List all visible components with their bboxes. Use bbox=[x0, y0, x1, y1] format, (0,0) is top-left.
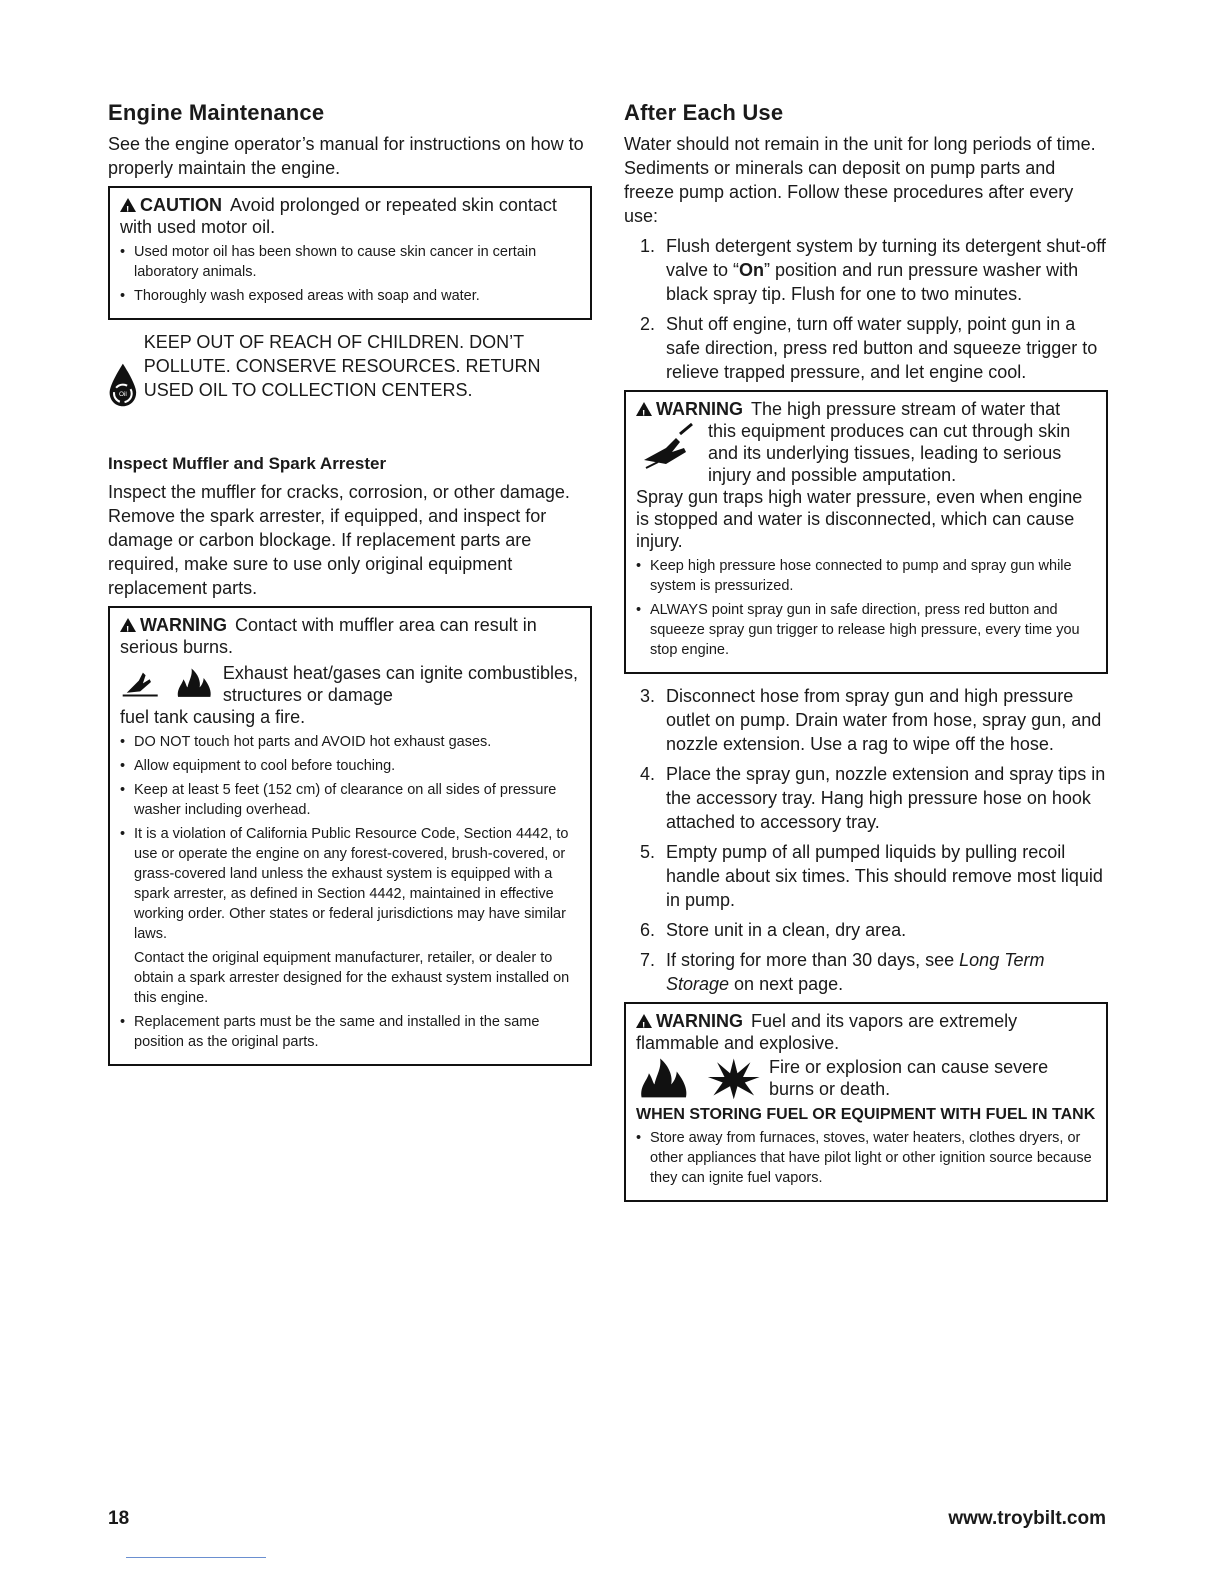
pressure-warning-lead: The high pressure stream of water that bbox=[751, 399, 1061, 419]
step-text: Place the spray gun, nozzle extension and spray tips in the accessory tray. Hang high pressure hose on hook attached to accessory tray. bbox=[666, 764, 1106, 832]
step-text: on next page. bbox=[729, 974, 844, 994]
step-text: Empty pump of all pumped liquids by pulling recoil handle about six times. This should remove most liquid in pump. bbox=[666, 842, 1103, 910]
pressure-warning-box bbox=[624, 390, 1108, 674]
step-item bbox=[624, 918, 1108, 942]
caution-bullet: • Thoroughly wash exposed areas with soap and water. bbox=[120, 286, 580, 306]
step-text: Shut off engine, turn off water supply, point gun in a safe direction, press red button and squeeze trigger to relieve trapped pressure, and let engine cool. bbox=[666, 314, 1098, 382]
fuel-warning-bullets bbox=[636, 1128, 1096, 1188]
after-each-use-intro: Water should not remain in the unit for long periods of time. Sediments or minerals can deposit on pump parts and freeze pump action. Follow these procedures after every use: bbox=[624, 134, 1096, 226]
pressure-warning-lead2: this equipment produces can cut through skin and its underlying tissues, leading to serious injury and possible amputation. bbox=[708, 421, 1071, 485]
step-item bbox=[624, 840, 1108, 912]
step-text: If storing for more than 30 days, see bbox=[666, 950, 960, 970]
muffler-heading: Inspect Muffler and Spark Arrester bbox=[108, 454, 387, 473]
step-number: 2. bbox=[640, 314, 656, 334]
oil-icon-label: Oil bbox=[118, 390, 127, 398]
oil-recycle-notice bbox=[108, 330, 592, 440]
fire-icon bbox=[174, 658, 214, 706]
step-number: 6. bbox=[640, 920, 656, 940]
spark-arrester-contact-text: Contact the original equipment manufacturer, retailer, or dealer to obtain a spark arrester designed for the exhaust system installed on this engine. bbox=[134, 950, 570, 1006]
step-text: Disconnect hose from spray gun and high pressure outlet on pump. Drain water from hose, spray gun, and nozzle extension. Use a rag to wipe off the hose. bbox=[666, 686, 1102, 754]
muffler-warning-icons bbox=[120, 658, 580, 706]
explosion-icon bbox=[706, 1054, 762, 1100]
fuel-warning-lead2: Fire or explosion can cause severe burns or death. bbox=[769, 1057, 1049, 1099]
step-number: 7. bbox=[640, 950, 656, 970]
after-each-use-heading: After Each Use bbox=[624, 100, 784, 125]
step-text: Flush detergent system by turning its detergent shut-off valve to “ bbox=[666, 236, 1106, 280]
muffler-text: Inspect the muffler for cracks, corrosion, or other damage. Remove the spark arrester, if equipped, and inspect for damage or carbon blockage. If replacement parts are required, make sure to use only original equipment replacement parts. bbox=[108, 482, 570, 598]
warning-triangle-icon bbox=[636, 1014, 652, 1028]
step-text: ” position and run pressure washer with black spray tip. Flush for one to two minutes. bbox=[666, 260, 1079, 304]
muffler-warning-lead-line bbox=[120, 614, 580, 658]
muffler-warning-lead2: Exhaust heat/gases can ignite combustibles, structures or damage bbox=[222, 663, 579, 705]
warning-signal-word: WARNING bbox=[656, 399, 743, 419]
step-item bbox=[624, 312, 1108, 384]
pressure-warning-body: Spray gun traps high water pressure, even when engine is stopped and water is disconnected, which can cause injury. bbox=[636, 487, 1083, 551]
muffler-warning-lead: Contact with muffler area can result in serious burns. bbox=[120, 615, 537, 657]
step-item bbox=[624, 684, 1108, 756]
left-column bbox=[108, 100, 592, 1076]
muffler-warning-last-bullet-list bbox=[120, 1012, 580, 1052]
step-number: 4. bbox=[640, 764, 656, 784]
pressure-warning-lead-line bbox=[636, 398, 1096, 420]
step-item bbox=[624, 234, 1108, 306]
warning-triangle-icon bbox=[636, 402, 652, 416]
oil-notice-text: KEEP OUT OF REACH OF CHILDREN. DON’T POLLUTE. CONSERVE RESOURCES. RETURN USED OIL TO COLLECTION CENTERS. bbox=[143, 332, 541, 400]
pressure-warning-bullet: • ALWAYS point spray gun in safe direction, press red button and squeeze spray gun trigger to release high pressure, every time you stop engine. bbox=[636, 600, 1096, 660]
step-number: 3. bbox=[640, 686, 656, 706]
fuel-warning-box bbox=[624, 1002, 1108, 1202]
oil-recycle-icon bbox=[108, 330, 138, 440]
steps-list-b bbox=[624, 684, 1108, 996]
fire-icon bbox=[636, 1054, 692, 1100]
fuel-warning-lead-line bbox=[636, 1010, 1096, 1054]
warning-signal-word: WARNING bbox=[656, 1011, 743, 1031]
muffler-warning-bullets bbox=[120, 732, 580, 944]
fuel-warning-lead: Fuel and its vapors are extremely flammable and explosive. bbox=[636, 1011, 1018, 1053]
step-item bbox=[624, 762, 1108, 834]
fuel-warning-icon-row bbox=[636, 1054, 1096, 1100]
muffler-warning-bullet: • Replacement parts must be the same and installed in the same position as the original parts. bbox=[120, 1012, 580, 1052]
page-number: 18 bbox=[108, 1508, 130, 1529]
muffler-warning-bullet: • Allow equipment to cool before touching. bbox=[120, 756, 580, 776]
muffler-warning-bullet: • It is a violation of California Public Resource Code, Section 4442, to use or operate the engine on any forest-covered, brush-covered, or grass-covered land unless the exhaust system is equipped with a spark arrester, as defined in Section 4442, maintained in effective working order. Other states or federal jurisdictions may have similar laws. bbox=[120, 824, 580, 944]
right-column bbox=[624, 100, 1108, 1212]
muffler-warning-bullet: • DO NOT touch hot parts and AVOID hot exhaust gases. bbox=[120, 732, 580, 752]
fuel-warning-bullet: • Store away from furnaces, stoves, water heaters, clothes dryers, or other appliances that have pilot light or other ignition source because they can ignite fuel vapors. bbox=[636, 1128, 1096, 1188]
caution-signal-word: CAUTION bbox=[140, 195, 222, 215]
steps-list-a bbox=[624, 234, 1108, 384]
warning-triangle-icon bbox=[120, 618, 136, 632]
hot-surface-icon bbox=[120, 658, 160, 706]
warning-triangle-icon bbox=[120, 198, 136, 212]
engine-maintenance-text: See the engine operator’s manual for instructions on how to properly maintain the engine. bbox=[108, 134, 584, 178]
caution-lead: Avoid prolonged or repeated skin contact with used motor oil. bbox=[120, 195, 557, 237]
engine-maintenance-heading: Engine Maintenance bbox=[108, 100, 325, 125]
pressure-warning-icon-row bbox=[636, 420, 1096, 486]
high-pressure-spray-injury-icon bbox=[636, 420, 700, 480]
footer-divider bbox=[126, 1557, 266, 1558]
step-item bbox=[624, 948, 1108, 996]
step-bold-on: On bbox=[739, 260, 765, 280]
caution-box bbox=[108, 186, 592, 320]
pressure-warning-bullet: • Keep high pressure hose connected to pump and spray gun while system is pressurized. bbox=[636, 556, 1096, 596]
pressure-warning-bullets bbox=[636, 556, 1096, 660]
fuel-storage-caps-heading: WHEN STORING FUEL OR EQUIPMENT WITH FUEL IN TANK bbox=[636, 1106, 1096, 1123]
muffler-warning-lead3: fuel tank causing a fire. bbox=[120, 707, 306, 727]
muffler-warning-bullet: • Keep at least 5 feet (152 cm) of clearance on all sides of pressure washer including overhead. bbox=[120, 780, 580, 820]
muffler-warning-box bbox=[108, 606, 592, 1066]
step-number: 1. bbox=[640, 236, 656, 256]
caution-bullets bbox=[120, 242, 580, 306]
footer-website-url: www.troybilt.com bbox=[948, 1508, 1106, 1529]
caution-lead-line bbox=[120, 194, 580, 238]
long-term-storage-reference: Long Term Storage bbox=[666, 950, 1045, 994]
warning-signal-word: WARNING bbox=[140, 615, 227, 635]
caution-bullet: • Used motor oil has been shown to cause skin cancer in certain laboratory animals. bbox=[120, 242, 580, 282]
step-text: Store unit in a clean, dry area. bbox=[666, 920, 907, 940]
step-number: 5. bbox=[640, 842, 656, 862]
